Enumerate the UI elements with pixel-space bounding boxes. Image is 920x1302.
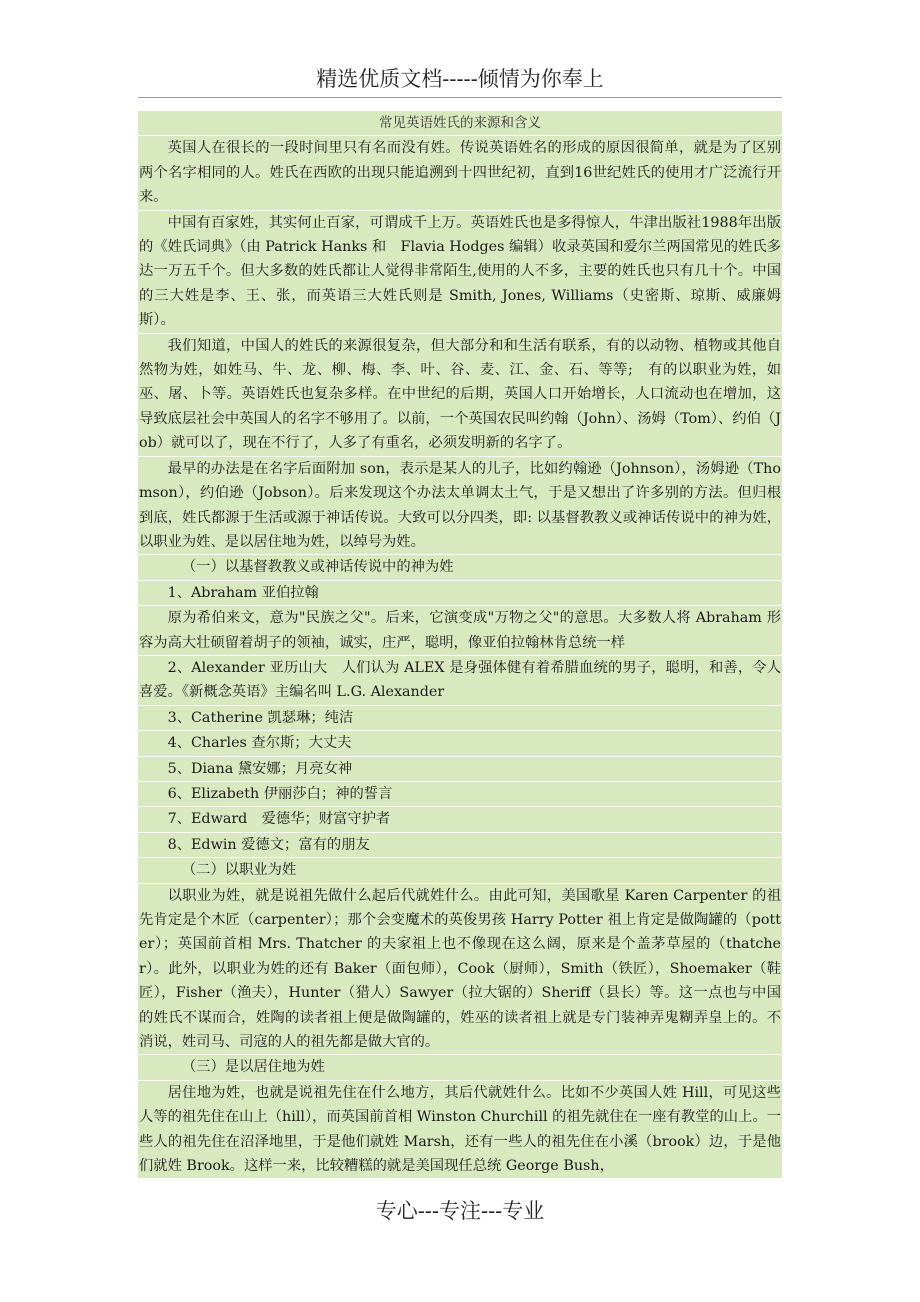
header-divider — [138, 97, 782, 98]
article-body — [138, 111, 782, 1179]
paragraph: 中国有百家姓，其实何止百家，可谓成千上万。英语姓氏也是多得惊人，牛津出版社1988年出版的《姓氏词典》（由 Patrick Hanks 和 Flavia Hodges 编辑）收录英国和爱尔兰两国常见的姓氏多达一万五千个。但大多数的姓氏都让人觉得非常陌生,使用的人不多，主要的姓氏也只有几十个。中国的三大姓是李、王、张，而英语三大姓氏则是 Smith, Jones, Williams（史密斯、琼斯、威廉姆斯）。 — [138, 211, 782, 334]
paragraph: 最早的办法是在名字后面附加 son，表示是某人的儿子，比如约翰逊（Johnson），汤姆逊（Thomson），约伯逊（Jobson）。后来发现这个办法太单调太土气，于是又想出了许多别的方法。但归根到底，姓氏都源于生活或源于神话传说。大致可以分四类，即: 以基督教教义或神话传说中的神为姓，以职业为姓、是以居住地为姓，以绰号为姓。 — [138, 457, 782, 556]
paragraph: 以职业为姓，就是说祖先做什么起后代就姓什么。由此可知，美国歌星 Karen Carpenter 的祖先肯定是个木匠（carpenter）；那个会变魔术的英俊男孩 Harry Potter 祖上肯定是做陶罐的（potter）；英国前首相 Mrs. Thatcher 的夫家祖上也不像现在这么阔，原来是个盖茅草屋的（thatcher）。此外，以职业为姓的还有 Baker（面包师），Cook（厨师），Smith（铁匠），Shoemaker（鞋匠），Fisher（渔夫），Hunter（猎人）Sawyer（拉大锯的）Sheriff（县长）等。这一点也与中国的姓氏不谋而合，姓陶的读者祖上便是做陶罐的，姓巫的读者祖上就是专门装神弄鬼糊弄皇上的。不消说，姓司马、司寇的人的祖先都是做大官的。 — [138, 884, 782, 1056]
list-item: 8、Edwin 爱德文；富有的朋友 — [138, 833, 782, 858]
list-item: 4、Charles 查尔斯；大丈夫 — [138, 731, 782, 756]
section-heading: （一）以基督教教义或神话传说中的神为姓 — [138, 555, 782, 580]
page-header: 精选优质文档-----倾情为你奉上 — [316, 67, 604, 91]
list-item: 5、Diana 黛安娜；月亮女神 — [138, 757, 782, 782]
paragraph: 我们知道，中国人的姓氏的来源很复杂，但大部分和和生活有联系，有的以动物、植物或其他自然物为姓，如姓马、牛、龙、柳、梅、李、叶、谷、麦、江、金、石、等等; 有的以职业为姓，如巫、屠、卜等。英语姓氏也复杂多样。在中世纪的后期，英国人口开始增长，人口流动也在增加，这导致底层社会中英国人的名字不够用了。以前，一个英国农民叫约翰（John）、汤姆（Tom）、约伯（Job）就可以了，现在不行了，人多了有重名，必须发明新的名字了。 — [138, 334, 782, 457]
section-heading: （三）是以居住地为姓 — [138, 1055, 782, 1080]
paragraph: 英国人在很长的一段时间里只有名而没有姓。传说英语姓名的形成的原因很简单，就是为了区别两个名字相同的人。姓氏在西欧的出现只能追溯到十四世纪初，直到16世纪姓氏的使用才广泛流行开来。 — [138, 136, 782, 210]
page-footer: 专心---专注---专业 — [375, 1199, 545, 1223]
list-item: 1、Abraham 亚伯拉翰 — [138, 581, 782, 606]
list-item: 6、Elizabeth 伊丽莎白；神的誓言 — [138, 782, 782, 807]
list-item: 7、Edward 爱德华；财富守护者 — [138, 807, 782, 832]
list-item: 2、Alexander 亚历山大 人们认为 ALEX 是身强体健有着希腊血统的男子，聪明，和善，令人喜爱。《新概念英语》主编名叫 L.G. Alexander — [138, 656, 782, 706]
list-item: 3、Catherine 凯瑟琳；纯洁 — [138, 706, 782, 731]
article-title: 常见英语姓氏的来源和含义 — [138, 111, 782, 136]
paragraph: 原为希伯来文，意为"民族之父"。后来，它演变成"万物之父"的意思。大多数人将 Abraham 形容为高大壮硕留着胡子的领袖，诚实，庄严，聪明，像亚伯拉翰林肯总统一样 — [138, 606, 782, 656]
section-heading: （二）以职业为姓 — [138, 858, 782, 883]
paragraph: 居住地为姓，也就是说祖先住在什么地方，其后代就姓什么。比如不少英国人姓 Hill，可见这些人等的祖先住在山上（hill），而英国前首相 Winston Churchill 的祖先就住在一座有教堂的山上。一些人的祖先住在沼泽地里，于是他们就姓 Marsh，还有一些人的祖先住在小溪（brook）边，于是他们就姓 Brook。这样一来，比较糟糕的就是美国现任总统 George Bush， — [138, 1081, 782, 1180]
